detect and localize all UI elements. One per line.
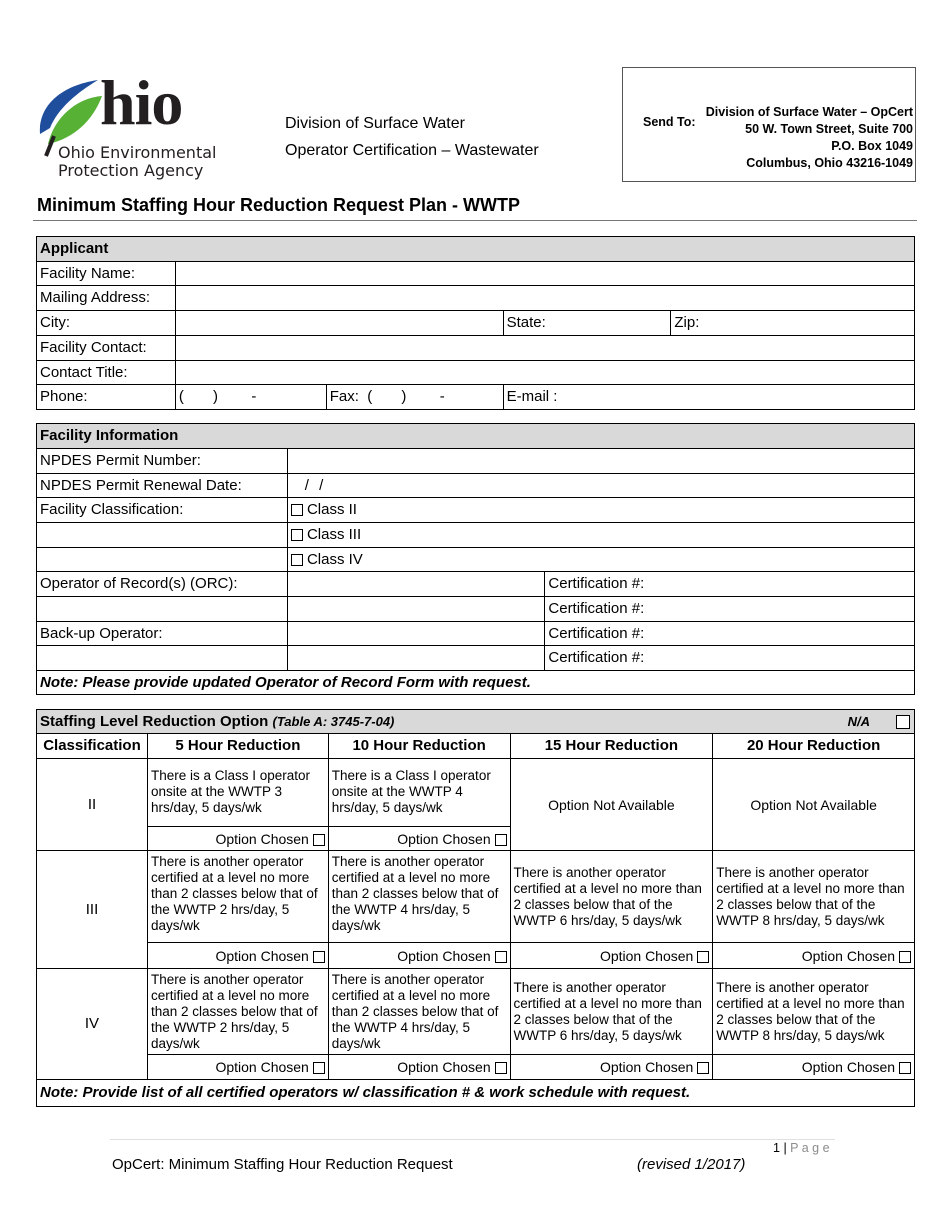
address-line: 50 W. Town Street, Suite 700 — [745, 122, 913, 136]
class-ii-label: II — [37, 759, 148, 851]
option-chosen-label: Option Chosen — [215, 1059, 309, 1075]
col-5-hour: 5 Hour Reduction — [147, 734, 328, 759]
facility-contact-label: Facility Contact: — [37, 336, 176, 361]
option-chosen-label: Option Chosen — [397, 1059, 491, 1075]
orc-input[interactable] — [287, 572, 545, 597]
option-chosen[interactable] — [147, 943, 328, 969]
option-chosen[interactable] — [713, 943, 915, 969]
option-checkbox[interactable] — [313, 951, 325, 963]
staffing-header-title: Staffing Level Reduction Option — [40, 712, 269, 730]
option-chosen[interactable] — [510, 943, 713, 969]
ohio-epa-logo — [36, 67, 236, 180]
npdes-number-label: NPDES Permit Number: — [37, 449, 288, 474]
renewal-date-label: NPDES Permit Renewal Date: — [37, 474, 288, 498]
option-description: There is another operator certified at a level no more than 2 classes below that of the WWTP 4 hrs/day, 5 days/wk — [328, 851, 510, 943]
contact-title-input[interactable] — [175, 361, 914, 385]
option-description: There is another operator certified at a level no more than 2 classes below that of the WWTP 4 hrs/day, 5 days/wk — [328, 969, 510, 1055]
class-option-label: Class III — [306, 526, 362, 543]
backup-operator-input[interactable] — [287, 646, 545, 671]
page-number: 1 — [773, 1141, 780, 1155]
option-chosen-label: Option Chosen — [599, 1059, 694, 1075]
send-to-box — [622, 67, 916, 182]
option-chosen-label: Option Chosen — [599, 947, 694, 964]
class-iii-checkbox[interactable] — [291, 529, 303, 541]
col-classification: Classification — [37, 734, 148, 759]
option-chosen-label: Option Chosen — [801, 1059, 896, 1075]
option-description: There is another operator certified at a level no more than 2 classes below that of the WWTP 6 hrs/day, 5 days/wk — [510, 851, 713, 943]
option-chosen-label: Option Chosen — [215, 830, 309, 847]
fax-field[interactable]: Fax: ( ) - — [326, 385, 503, 410]
na-label: N/A — [847, 714, 870, 729]
facility-name-label: Facility Name: — [37, 262, 176, 286]
option-chosen[interactable] — [328, 827, 510, 851]
state-field[interactable]: State: — [503, 311, 671, 336]
staffing-note: Note: Provide list of all certified operators w/ classification # & work schedule with request. — [37, 1080, 915, 1107]
option-description: There is a Class I operator onsite at the WWTP 4 hrs/day, 5 days/wk — [328, 759, 510, 827]
contact-title-label: Contact Title: — [37, 361, 176, 385]
option-chosen[interactable] — [147, 1055, 328, 1080]
class-option[interactable] — [287, 523, 914, 548]
staffing-table — [36, 709, 915, 1107]
applicant-table — [36, 236, 915, 410]
option-description: There is another operator certified at a level no more than 2 classes below that of the WWTP 8 hrs/day, 5 days/wk — [713, 851, 915, 943]
class-iii-label: III — [37, 851, 148, 969]
option-chosen-label: Option Chosen — [397, 830, 491, 847]
mailing-address-label: Mailing Address: — [37, 286, 176, 311]
footer-form-name: OpCert: Minimum Staffing Hour Reduction Request — [112, 1156, 453, 1173]
address-line: Columbus, Ohio 43216-1049 — [746, 156, 913, 170]
option-chosen[interactable] — [147, 827, 328, 851]
option-chosen[interactable] — [713, 1055, 915, 1080]
facility-table — [36, 423, 915, 695]
certification-field[interactable]: Certification #: — [545, 597, 915, 622]
staffing-header — [37, 710, 915, 734]
option-not-available: Option Not Available — [510, 759, 713, 851]
class-ii-checkbox[interactable] — [291, 504, 303, 516]
col-15-hour: 15 Hour Reduction — [510, 734, 713, 759]
empty-cell — [37, 523, 288, 548]
division-name: Division of Surface Water — [285, 115, 465, 132]
facility-note: Note: Please provide updated Operator of Record Form with request. — [37, 671, 915, 695]
send-to-label: Send To: — [643, 115, 696, 129]
option-chosen-label: Option Chosen — [215, 947, 309, 964]
address-line: P.O. Box 1049 — [831, 139, 913, 153]
title-rule — [33, 220, 917, 221]
option-checkbox[interactable] — [495, 951, 507, 963]
option-description: There is another operator certified at a level no more than 2 classes below that of the WWTP 2 hrs/day, 5 days/wk — [147, 969, 328, 1055]
option-chosen-label: Option Chosen — [397, 947, 491, 964]
orc-input[interactable] — [287, 597, 545, 622]
facility-name-input[interactable] — [175, 262, 914, 286]
class-option[interactable] — [287, 548, 914, 572]
option-checkbox[interactable] — [697, 1062, 709, 1074]
class-option[interactable] — [287, 498, 914, 523]
phone-input[interactable]: ( ) - — [175, 385, 326, 410]
class-iv-checkbox[interactable] — [291, 554, 303, 566]
empty-cell — [37, 548, 288, 572]
certification-field[interactable]: Certification #: — [545, 622, 915, 646]
class-option-label: Class IV — [306, 550, 363, 568]
option-not-available: Option Not Available — [713, 759, 915, 851]
col-20-hour: 20 Hour Reduction — [713, 734, 915, 759]
empty-cell — [37, 646, 288, 671]
mailing-address-input[interactable] — [175, 286, 914, 311]
option-description: There is another operator certified at a level no more than 2 classes below that of the WWTP 8 hrs/day, 5 days/wk — [713, 969, 915, 1055]
option-checkbox[interactable] — [495, 1062, 507, 1074]
class-option-label: Class II — [306, 501, 357, 518]
page-indicator — [773, 1141, 830, 1155]
na-checkbox[interactable] — [896, 715, 910, 729]
option-checkbox[interactable] — [495, 834, 507, 846]
address-line: Division of Surface Water – OpCert — [705, 105, 913, 119]
staffing-header-ref: (Table A: 3745-7-04) — [272, 713, 395, 729]
option-chosen[interactable] — [328, 1055, 510, 1080]
city-input[interactable] — [175, 311, 503, 336]
logo-wordmark: hio — [100, 67, 183, 138]
certification-field[interactable]: Certification #: — [545, 572, 915, 597]
city-label: City: — [37, 311, 176, 336]
option-chosen[interactable] — [510, 1055, 713, 1080]
renewal-date-input[interactable]: / / — [287, 474, 914, 498]
option-chosen[interactable] — [328, 943, 510, 969]
classification-label: Facility Classification: — [37, 498, 288, 523]
orc-label: Operator of Record(s) (ORC): — [37, 572, 288, 597]
backup-operator-label: Back-up Operator: — [37, 622, 288, 646]
option-checkbox[interactable] — [313, 1062, 325, 1074]
option-checkbox[interactable] — [899, 1062, 911, 1074]
option-chosen-label: Option Chosen — [801, 947, 896, 964]
logo-agency-line2: Protection Agency — [58, 161, 204, 180]
page-title: Minimum Staffing Hour Reduction Request Plan - WWTP — [37, 195, 520, 215]
footer-rule — [110, 1139, 835, 1140]
division-program: Operator Certification – Wastewater — [285, 142, 539, 159]
page-word: P a g e — [790, 1141, 830, 1155]
zip-field[interactable]: Zip: — [671, 311, 915, 336]
facility-header: Facility Information — [37, 424, 915, 449]
col-10-hour: 10 Hour Reduction — [328, 734, 510, 759]
send-to-address — [706, 104, 913, 172]
backup-operator-input[interactable] — [287, 622, 545, 646]
applicant-header: Applicant — [37, 237, 915, 262]
phone-label: Phone: — [37, 385, 176, 410]
logo-agency-line1: Ohio Environmental — [58, 143, 217, 162]
empty-cell — [37, 597, 288, 622]
option-description: There is another operator certified at a level no more than 2 classes below that of the WWTP 6 hrs/day, 5 days/wk — [510, 969, 713, 1055]
option-checkbox[interactable] — [313, 834, 325, 846]
facility-contact-input[interactable] — [175, 336, 914, 361]
npdes-number-input[interactable] — [287, 449, 914, 474]
option-checkbox[interactable] — [899, 951, 911, 963]
certification-field[interactable]: Certification #: — [545, 646, 915, 671]
class-iv-label: IV — [37, 969, 148, 1080]
email-field[interactable]: E-mail : — [503, 385, 914, 410]
footer-revision: (revised 1/2017) — [637, 1156, 746, 1173]
page-separator: | — [783, 1141, 787, 1155]
option-checkbox[interactable] — [697, 951, 709, 963]
option-description: There is another operator certified at a level no more than 2 classes below that of the WWTP 2 hrs/day, 5 days/wk — [147, 851, 328, 943]
option-description: There is a Class I operator onsite at the WWTP 3 hrs/day, 5 days/wk — [147, 759, 328, 827]
